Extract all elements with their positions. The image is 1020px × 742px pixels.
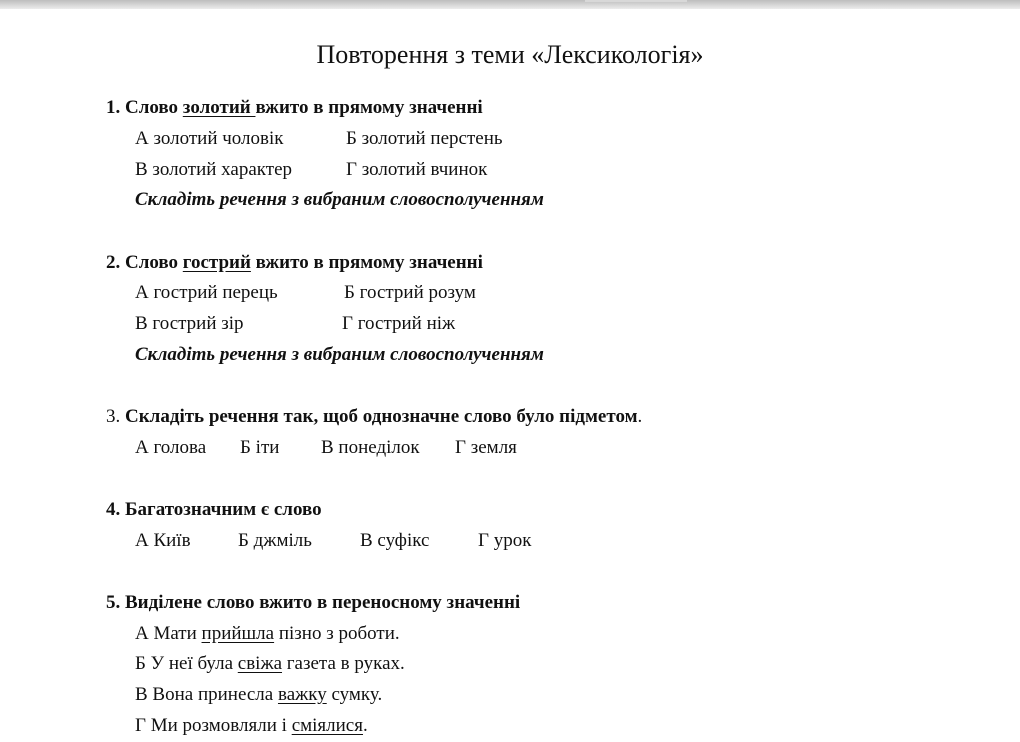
q2-option-d: Г гострий ніж <box>342 313 456 334</box>
q2-option-b: Б гострий розум <box>344 282 476 303</box>
page-top-shadow <box>0 0 1020 9</box>
page-title: Повторення з теми «Лексикологія» <box>316 40 704 69</box>
question-2-word: гострий <box>182 252 251 273</box>
q1-option-b: Б золотий перстень <box>346 128 503 149</box>
question-4: 4. Багатозначним є слово <box>106 499 322 520</box>
question-2-prefix: 2. Слово <box>106 252 183 273</box>
question-2-suffix: вжито в прямому значенні <box>250 252 483 273</box>
q1-task: Складіть речення з вибраним словосполученням <box>135 189 544 210</box>
q3-option-d: Г земля <box>455 437 517 458</box>
q5-option-b-word: свіжа <box>237 653 283 674</box>
q4-option-a: А Київ <box>135 530 191 551</box>
q3-option-b: Б іти <box>240 437 280 458</box>
q5-option-c-word: важку <box>277 684 327 705</box>
q5-option-a-suffix: пізно з роботи. <box>274 623 400 644</box>
q3-option-c: В понеділок <box>321 437 420 458</box>
q5-option-b-prefix: Б У неї була <box>135 653 238 674</box>
q4-option-b: Б джміль <box>238 530 312 551</box>
q3-option-a: А голова <box>135 437 207 458</box>
q5-option-d-suffix: . <box>362 715 368 736</box>
question-3-number: 3. <box>106 406 125 427</box>
question-2 <box>106 251 483 275</box>
q4-option-c: В суфікс <box>360 530 430 551</box>
q4-option-d: Г урок <box>478 530 532 551</box>
q5-option-a-prefix: А Мати <box>135 623 202 644</box>
q5-option-a-word: прийшла <box>201 623 275 644</box>
question-3-text: Складіть речення так, щоб однозначне слово було підметом <box>125 406 638 427</box>
q5-option-d-prefix: Г Ми розмовляли і <box>135 715 292 736</box>
q1-option-d: Г золотий вчинок <box>346 159 488 180</box>
q5-option-b <box>135 652 405 676</box>
top-tab-indicator <box>585 0 687 2</box>
q5-option-c-prefix: В Вона принесла <box>135 684 278 705</box>
question-1-suffix: вжито в прямому значенні <box>255 97 483 118</box>
q5-option-d-word: сміялися <box>291 715 363 736</box>
q1-option-c: В золотий характер <box>135 159 293 180</box>
q5-option-a <box>135 622 400 646</box>
q1-option-a: А золотий чоловік <box>135 128 284 149</box>
q5-option-c-suffix: сумку. <box>326 684 383 705</box>
question-3-period: . <box>637 406 643 427</box>
question-1-word: золотий <box>182 97 256 118</box>
question-3 <box>106 405 642 429</box>
q5-option-c <box>135 683 382 707</box>
q5-option-b-suffix: газета в руках. <box>282 653 405 674</box>
question-5: 5. Виділене слово вжито в переносному значенні <box>106 592 521 613</box>
q2-option-a: А гострий перець <box>135 282 278 303</box>
question-1-prefix: 1. Слово <box>106 97 183 118</box>
q5-option-d <box>135 714 368 738</box>
question-1 <box>106 96 483 120</box>
q2-option-c: В гострий зір <box>135 313 244 334</box>
q2-task: Складіть речення з вибраним словосполученням <box>135 344 544 365</box>
